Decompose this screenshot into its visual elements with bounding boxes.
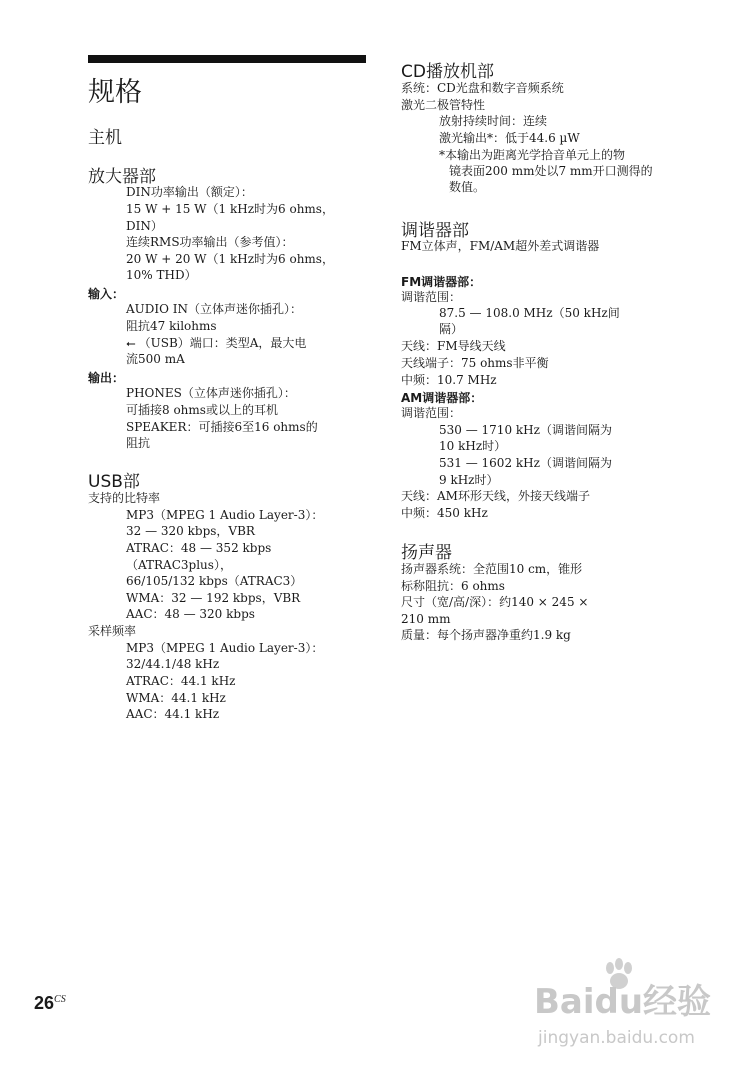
am-range-1: 530 — 1710 kHz（调谐间隔为 — [439, 423, 612, 437]
tuner-heading: 调谐器部 — [401, 221, 469, 241]
fm-if: 中频：10.7 MHz — [401, 373, 497, 387]
rms-label: 连续RMS功率输出（参考值）： — [126, 235, 294, 249]
audio-in: AUDIO IN（立体声迷你插孔）： — [126, 302, 303, 316]
cd-note-cont: 镜表面200 mm处以7 mm开口测得的 — [449, 164, 653, 178]
speaker-out: SPEAKER：可插接6至16 ohms的 — [126, 420, 318, 434]
fm-range: 87.5 — 108.0 MHz（50 kHz间 — [439, 306, 620, 320]
am-range-1-cont: 10 kHz时） — [439, 439, 507, 453]
speaker-dimensions: 尺寸（宽/高/深）：约140 × 245 × — [401, 595, 589, 609]
bitrate-label: 支持的比特率 — [88, 491, 161, 505]
sampling-atrac: ATRAC：44.1 kHz — [126, 674, 236, 688]
bitrate-atrac-plus: （ATRAC3plus）， — [126, 558, 232, 572]
watermark-url: jingyan.baidu.com — [538, 1028, 695, 1048]
din-value-cont: DIN） — [126, 219, 163, 233]
speaker-impedance: 标称阻抗：6 ohms — [401, 579, 505, 593]
bitrate-atrac3: 66/105/132 kbps（ATRAC3） — [126, 574, 303, 588]
sampling-aac: AAC：44.1 kHz — [126, 707, 220, 721]
usb-port-text: （USB）端口：类型A，最大电 — [138, 336, 307, 350]
bitrate-mp3: MP3（MPEG 1 Audio Layer-3）： — [126, 508, 324, 522]
din-value: 15 W + 15 W（1 kHz时为6 ohms， — [126, 202, 334, 216]
cd-emission: 放射持续时间：连续 — [439, 114, 548, 128]
cd-note-end: 数值。 — [449, 180, 486, 194]
am-range-label: 调谐范围： — [401, 406, 462, 420]
cd-laser: 激光二极管特性 — [401, 98, 486, 112]
main-unit-heading: 主机 — [88, 128, 122, 148]
speaker-dimensions-cont: 210 mm — [401, 612, 451, 626]
sampling-label: 采样频率 — [88, 624, 137, 638]
am-antenna: 天线：AM环形天线，外接天线端子 — [401, 489, 590, 503]
fm-heading: FM调谐器部： — [401, 275, 482, 289]
fm-terminal: 天线端子：75 ohms非平衡 — [401, 356, 549, 370]
usb-port-current: 流500 mA — [126, 352, 185, 366]
phones: PHONES（立体声迷你插孔）： — [126, 386, 296, 400]
amp-heading: 放大器部 — [88, 167, 156, 187]
cd-laser-output: 激光输出*：低于44.6 µW — [439, 131, 580, 145]
rms-value: 20 W + 20 W（1 kHz时为6 ohms， — [126, 252, 334, 266]
page-number — [34, 993, 66, 1014]
speaker-system: 扬声器系统：全范围10 cm，锥形 — [401, 562, 583, 576]
fm-range-cont: 隔） — [439, 322, 464, 336]
page-number-value: 26 — [34, 993, 55, 1013]
usb-icon: ⭠ — [126, 336, 136, 350]
sampling-wma: WMA：44.1 kHz — [126, 691, 226, 705]
am-range-2-cont: 9 kHz时） — [439, 473, 499, 487]
usb-heading: USB部 — [88, 472, 140, 492]
usb-port-line — [126, 335, 306, 352]
bitrate-aac: AAC：48 — 320 kbps — [126, 607, 255, 621]
page-lang: CS — [54, 994, 66, 1005]
tuner-desc: FM立体声，FM/AM超外差式调谐器 — [401, 239, 600, 253]
speaker-heading: 扬声器 — [401, 543, 452, 563]
speaker-out-cont: 阻抗 — [126, 436, 151, 450]
cd-note: *本输出为距离光学拾音单元上的物 — [439, 148, 626, 162]
cd-system: 系统：CD光盘和数字音频系统 — [401, 81, 564, 95]
bitrate-wma: WMA：32 — 192 kbps，VBR — [126, 591, 301, 605]
am-range-2: 531 — 1602 kHz（调谐间隔为 — [439, 456, 612, 470]
baidu-watermark — [530, 955, 720, 1055]
am-heading: AM调谐器部： — [401, 391, 483, 405]
top-rule — [88, 55, 366, 63]
bitrate-mp3-value: 32 — 320 kbps，VBR — [126, 524, 255, 538]
audio-in-impedance: 阻抗47 kilohms — [126, 319, 217, 333]
output-label: 输出： — [88, 371, 125, 385]
fm-antenna: 天线：FM导线天线 — [401, 339, 506, 353]
sampling-mp3: MP3（MPEG 1 Audio Layer-3）： — [126, 641, 324, 655]
bitrate-atrac: ATRAC：48 — 352 kbps — [126, 541, 272, 555]
watermark-brand: Baidu经验 — [534, 982, 712, 1022]
din-label: DIN功率输出（额定）： — [126, 185, 253, 199]
sampling-mp3-value: 32/44.1/48 kHz — [126, 657, 220, 671]
speaker-mass: 质量：每个扬声器净重约1.9 kg — [401, 628, 571, 642]
phones-desc: 可插接8 ohms或以上的耳机 — [126, 403, 278, 417]
input-label: 输入： — [88, 287, 125, 301]
page-title: 规格 — [88, 77, 142, 108]
cd-heading: CD播放机部 — [401, 62, 494, 82]
am-if: 中频：450 kHz — [401, 506, 488, 520]
fm-range-label: 调谐范围： — [401, 290, 462, 304]
rms-value-cont: 10% THD） — [126, 268, 197, 282]
